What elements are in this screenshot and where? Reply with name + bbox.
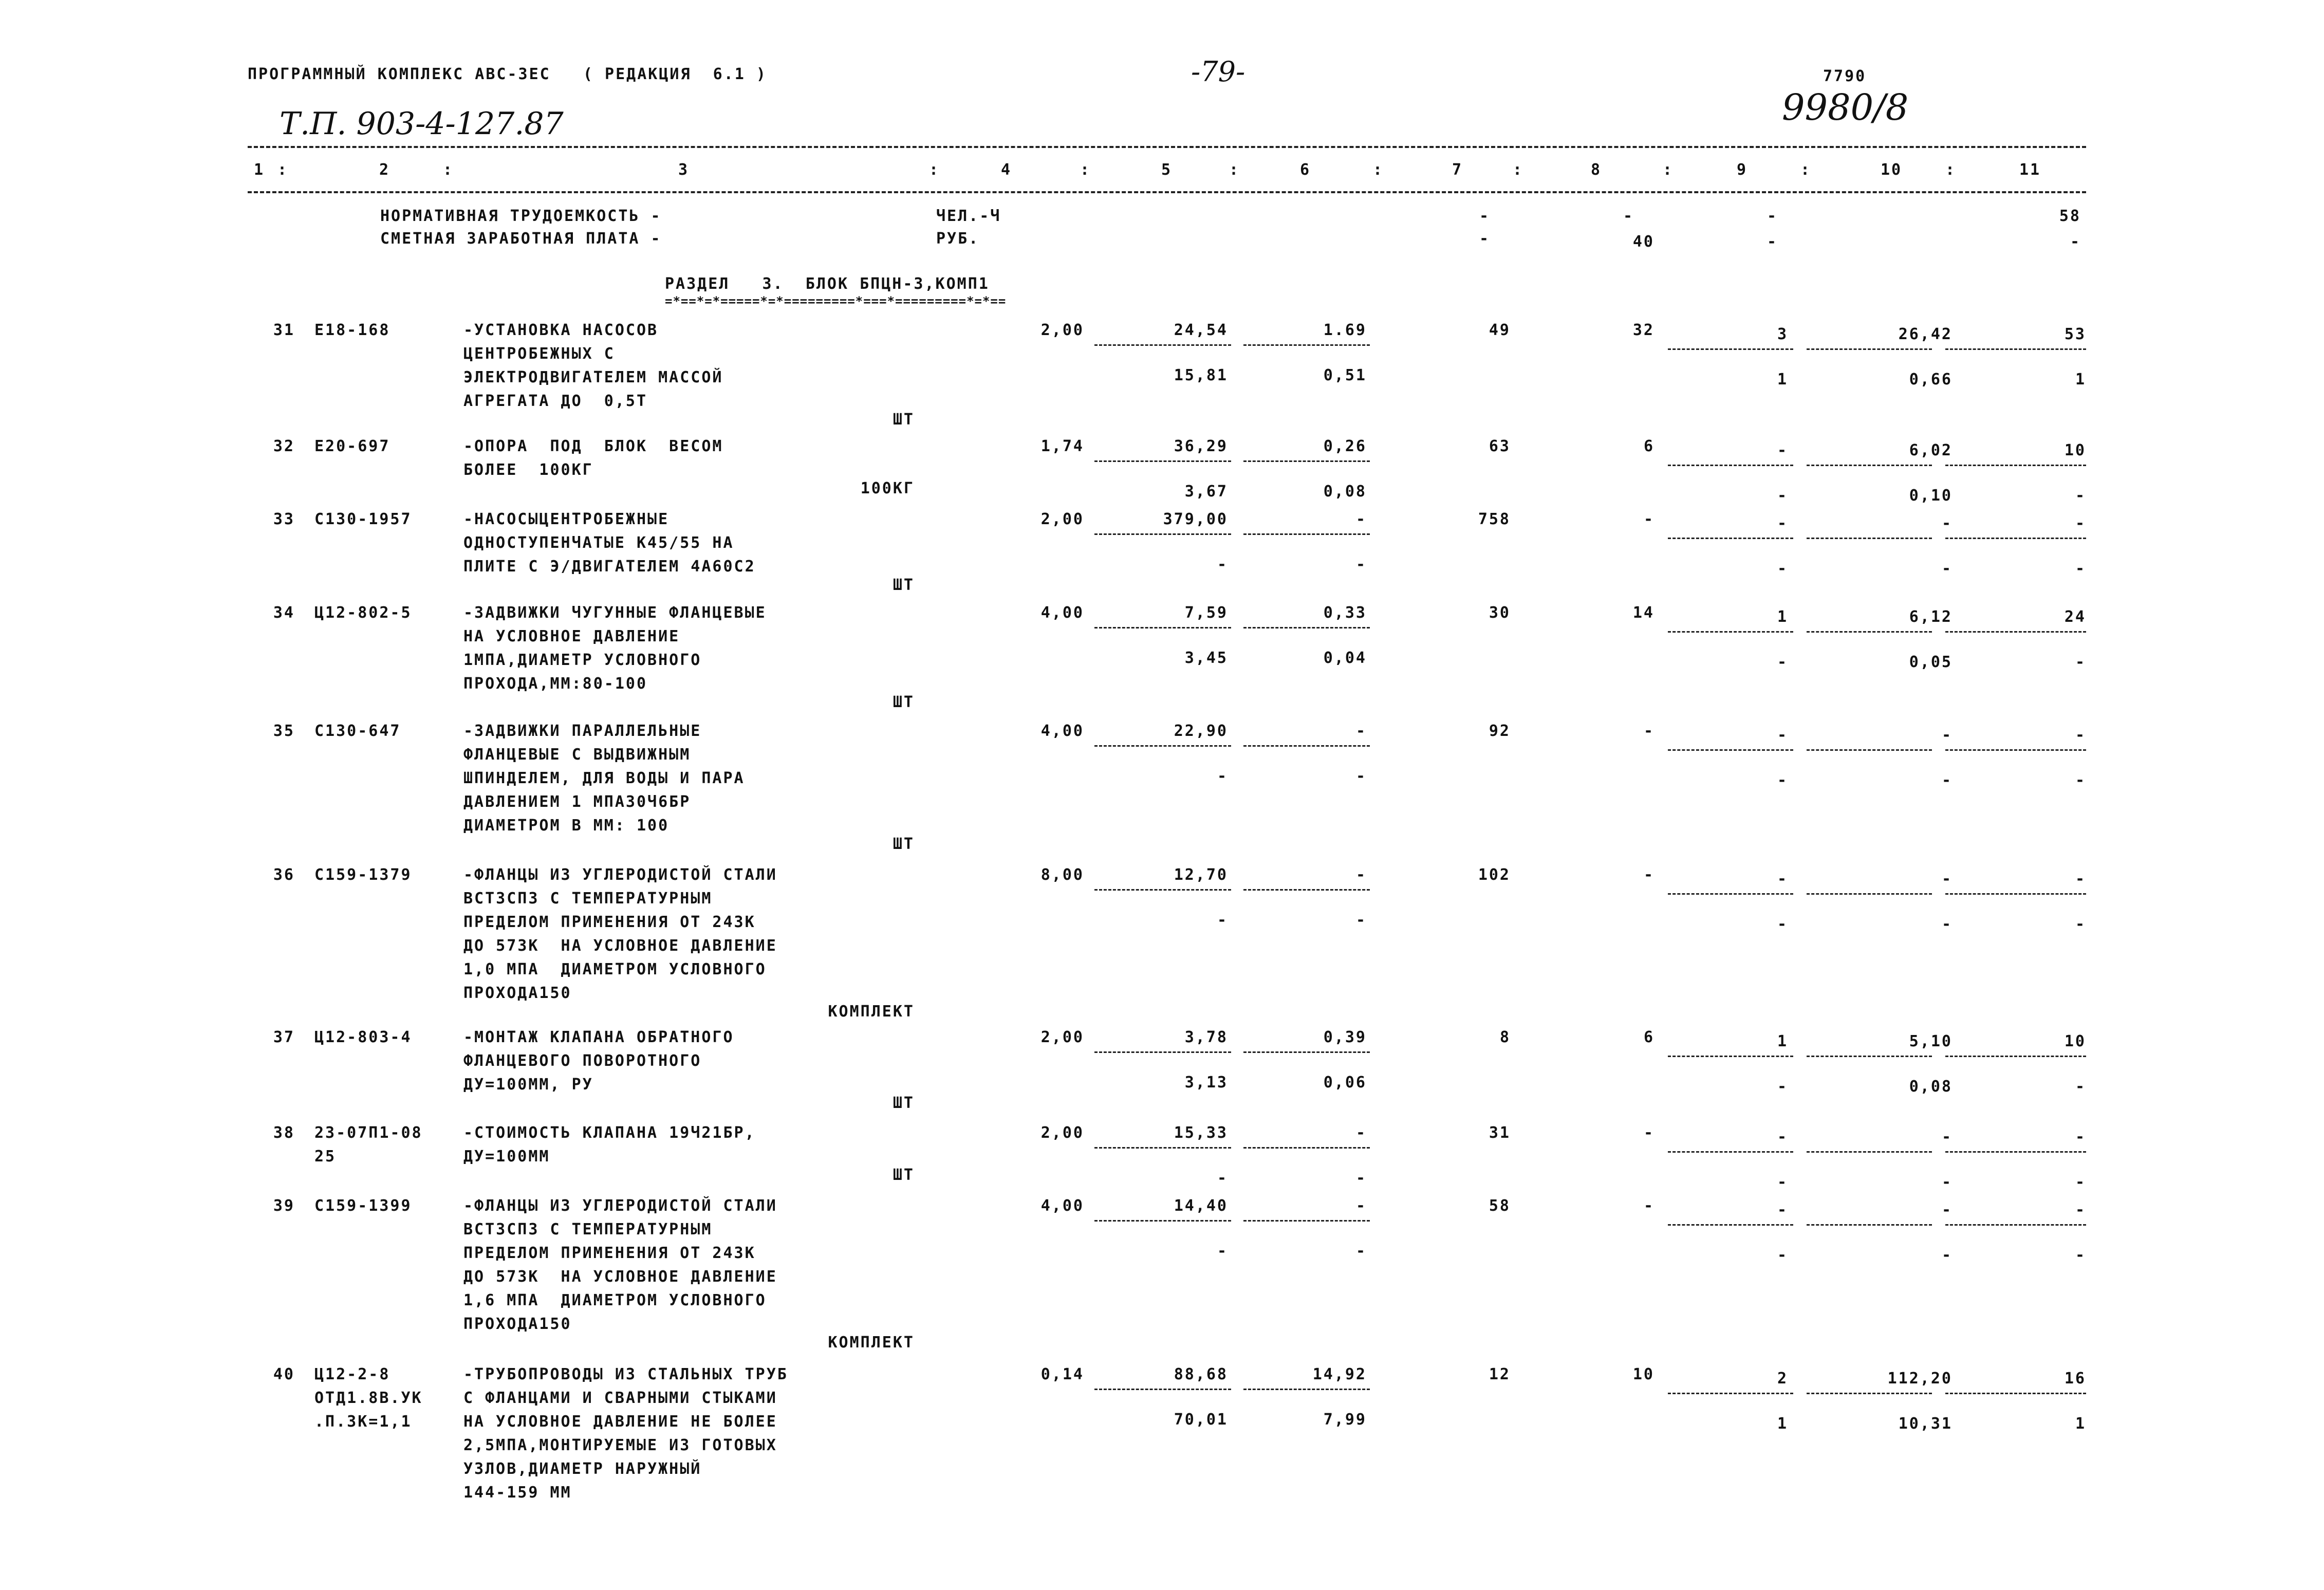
cell-rule	[1668, 1151, 1793, 1153]
cell-rule	[1668, 893, 1793, 895]
row-number: 31	[273, 321, 295, 339]
row-quantity: 8,00	[1040, 866, 1084, 884]
row-col9: -	[1777, 726, 1788, 744]
row-col6-secondary: 0,51	[1323, 366, 1367, 384]
column-separator: :	[929, 161, 940, 179]
row-col5: 15,33	[1174, 1124, 1228, 1142]
cell-rule	[1094, 344, 1231, 346]
section-title: РАЗДЕЛ 3. БЛОК БПЦН-3,КОМП1	[665, 275, 990, 293]
row-col9-secondary: 1	[1777, 1415, 1788, 1433]
row-col6: -	[1355, 722, 1367, 740]
cell-rule	[1243, 1147, 1370, 1149]
column-separator: :	[1800, 161, 1812, 179]
row-unit: ШТ	[893, 411, 915, 429]
page-number: -79-	[1191, 56, 1245, 88]
row-quantity: 2,00	[1040, 1124, 1084, 1142]
row-col10: 5,10	[1909, 1032, 1953, 1050]
row-col11-secondary: 1	[2075, 1415, 2086, 1433]
row-description: ПРОХОДА150	[463, 1315, 572, 1333]
cell-rule	[1807, 465, 1932, 466]
row-col10-secondary: -	[1941, 1246, 1953, 1264]
row-description: УЗЛОВ,ДИАМЕТР НАРУЖНЫЙ	[463, 1460, 702, 1478]
row-col8: 6	[1643, 437, 1654, 455]
row-col5-secondary: -	[1217, 911, 1228, 929]
row-col8: -	[1643, 866, 1654, 884]
row-col6: 0,33	[1323, 604, 1367, 622]
cell-rule	[1945, 538, 2086, 539]
cell-rule	[1094, 533, 1231, 535]
row-col9: -	[1777, 870, 1788, 888]
row-col5: 88,68	[1174, 1365, 1228, 1383]
row-col5: 379,00	[1163, 510, 1228, 528]
row-unit: КОМПЛЕКТ	[828, 1334, 915, 1352]
row-col5-secondary: 3,45	[1184, 649, 1228, 667]
row-col5: 24,54	[1174, 321, 1228, 339]
row-description: -НАСОСЫЦЕНТРОБЕЖНЫЕ	[463, 510, 670, 528]
cell-rule	[1945, 893, 2086, 895]
row-number: 39	[273, 1197, 295, 1215]
row-description: ВСТ3СП3 С ТЕМПЕРАТУРНЫМ	[463, 1221, 713, 1238]
cell-rule	[1094, 1051, 1231, 1053]
row-col7: 8	[1499, 1028, 1511, 1046]
cell-rule	[1668, 749, 1793, 751]
cell-rule	[1243, 1220, 1370, 1222]
row-col11-secondary: -	[2075, 1246, 2086, 1264]
cell-rule	[1668, 631, 1793, 633]
row-code: .П.3К=1,1	[314, 1413, 412, 1431]
row-description: -ЗАДВИЖКИ ЧУГУННЫЕ ФЛАНЦЕВЫЕ	[463, 604, 767, 622]
row-unit: ШТ	[893, 835, 915, 853]
row-col10: -	[1941, 1128, 1953, 1146]
row-quantity: 0,14	[1040, 1365, 1084, 1383]
cell-rule	[1807, 1393, 1932, 1394]
row-description: ШПИНДЕЛЕМ, ДЛЯ ВОДЫ И ПАРА	[463, 769, 745, 787]
row-description: -ТРУБОПРОВОДЫ ИЗ СТАЛЬНЫХ ТРУБ	[463, 1365, 788, 1383]
header-rule	[248, 191, 2086, 193]
row-col10-secondary: 0,10	[1909, 487, 1953, 505]
row-code: Ц12-802-5	[314, 604, 412, 622]
row-code: С159-1399	[314, 1197, 412, 1215]
cell-rule	[1807, 538, 1932, 539]
cell-rule	[1668, 1224, 1793, 1226]
row-col11: 10	[2064, 441, 2086, 459]
row-description: ДО 573К НА УСЛОВНОЕ ДАВЛЕНИЕ	[463, 937, 777, 955]
cell-rule	[1243, 344, 1370, 346]
row-col8: -	[1643, 1197, 1654, 1215]
cell-rule	[1807, 893, 1932, 895]
cell-rule	[1945, 1224, 2086, 1226]
row-col9-secondary: -	[1777, 1078, 1788, 1096]
row-col8: -	[1643, 1124, 1654, 1142]
column-header-4: 4	[1001, 161, 1012, 179]
row-unit: ШТ	[893, 1166, 915, 1184]
section-underline: =*==*=*=====*=*=========*===*=========*=*==	[665, 294, 1007, 308]
cell-rule	[1243, 627, 1370, 628]
row-col9: -	[1777, 514, 1788, 532]
row-description: 1МПА,ДИАМЕТР УСЛОВНОГО	[463, 651, 702, 669]
row-col6-secondary: -	[1355, 767, 1367, 785]
row-col7: 63	[1489, 437, 1511, 455]
row-number: 35	[273, 722, 295, 740]
row-col6-secondary: 0,06	[1323, 1074, 1367, 1092]
row-col9: 2	[1777, 1370, 1788, 1388]
row-col7: 758	[1478, 510, 1511, 528]
row-col11: 10	[2064, 1032, 2086, 1050]
column-header-6: 6	[1300, 161, 1311, 179]
row-col6-secondary: 0,04	[1323, 649, 1367, 667]
row-col5-secondary: 15,81	[1174, 366, 1228, 384]
row-description: -ФЛАНЦЫ ИЗ УГЛЕРОДИСТОЙ СТАЛИ	[463, 1197, 777, 1215]
labor-label: НОРМАТИВНАЯ ТРУДОЕМКОСТЬ -	[380, 207, 662, 225]
cell-rule	[1945, 465, 2086, 466]
row-description: ПРЕДЕЛОМ ПРИМЕНЕНИЯ ОТ 243К	[463, 913, 756, 931]
row-col11-secondary: -	[2075, 915, 2086, 933]
row-col5: 22,90	[1174, 722, 1228, 740]
row-number: 34	[273, 604, 295, 622]
row-col8: 6	[1643, 1028, 1654, 1046]
row-description: НА УСЛОВНОЕ ДАВЛЕНИЕ	[463, 627, 680, 645]
cell-rule	[1243, 460, 1370, 462]
labor-unit: ЧЕЛ.-Ч	[936, 207, 1001, 225]
row-col5: 3,78	[1184, 1028, 1228, 1046]
row-col10: -	[1941, 870, 1953, 888]
row-description: -СТОИМОСТЬ КЛАПАНА 19Ч21БР,	[463, 1124, 756, 1142]
row-description: ДУ=100ММ	[463, 1148, 550, 1166]
cell-rule	[1094, 745, 1231, 747]
salary-c7: -	[1479, 230, 1490, 248]
row-description: АГРЕГАТА ДО 0,5Т	[463, 392, 648, 410]
row-col7: 31	[1489, 1124, 1511, 1142]
row-description: ПРЕДЕЛОМ ПРИМЕНЕНИЯ ОТ 243К	[463, 1244, 756, 1262]
row-col9: 1	[1777, 608, 1788, 626]
row-unit: ШТ	[893, 1094, 915, 1112]
column-separator: :	[1080, 161, 1091, 179]
column-header-10: 10	[1881, 161, 1903, 179]
row-col6: 1.69	[1323, 321, 1367, 339]
row-col6-secondary: -	[1355, 1169, 1367, 1187]
row-col11: 53	[2064, 325, 2086, 343]
cell-rule	[1668, 1056, 1793, 1057]
cell-rule	[1807, 1224, 1932, 1226]
cell-rule	[1945, 631, 2086, 633]
cell-rule	[1807, 631, 1932, 633]
row-unit: ШТ	[893, 576, 915, 594]
cell-rule	[1807, 749, 1932, 751]
row-code: Е18-168	[314, 321, 391, 339]
tp-number: Т.П. 903-4-127.87	[280, 106, 564, 142]
row-col8: 10	[1632, 1365, 1654, 1383]
row-col9-secondary: -	[1777, 1173, 1788, 1191]
cell-rule	[1945, 1151, 2086, 1153]
row-col5-secondary: -	[1217, 1169, 1228, 1187]
row-description: ПРОХОДА150	[463, 984, 572, 1002]
row-col11-secondary: -	[2075, 1173, 2086, 1191]
row-col9: 3	[1777, 325, 1788, 343]
cell-rule	[1807, 1056, 1932, 1057]
salary-label: СМЕТНАЯ ЗАРАБОТНАЯ ПЛАТА -	[380, 230, 662, 248]
row-description: ОДНОСТУПЕНЧАТЫЕ К45/55 НА	[463, 534, 734, 552]
cell-rule	[1807, 348, 1932, 350]
row-description: -ФЛАНЦЫ ИЗ УГЛЕРОДИСТОЙ СТАЛИ	[463, 866, 777, 884]
row-col6-secondary: 7,99	[1323, 1411, 1367, 1429]
row-col11: -	[2075, 1128, 2086, 1146]
salary-c9: -	[1767, 233, 1778, 251]
row-description: ДУ=100ММ, РУ	[463, 1076, 593, 1094]
salary-unit: РУБ.	[936, 230, 980, 248]
row-col11: -	[2075, 514, 2086, 532]
row-number: 36	[273, 866, 295, 884]
row-col7: 30	[1489, 604, 1511, 622]
row-col9: -	[1777, 1201, 1788, 1219]
cell-rule	[1243, 1389, 1370, 1390]
row-col6: 0,39	[1323, 1028, 1367, 1046]
row-description: ФЛАНЦЕВЫЕ С ВЫДВИЖНЫМ	[463, 746, 691, 764]
cell-rule	[1668, 1393, 1793, 1394]
row-col6-secondary: 0,08	[1323, 483, 1367, 501]
column-header-3: 3	[678, 161, 690, 179]
row-col6: -	[1355, 1197, 1367, 1215]
row-col7: 49	[1489, 321, 1511, 339]
row-col9-secondary: -	[1777, 487, 1788, 505]
row-description: -ОПОРА ПОД БЛОК ВЕСОМ	[463, 437, 723, 455]
row-col6: 0,26	[1323, 437, 1367, 455]
labor-c7: -	[1479, 207, 1490, 225]
row-code: Ц12-803-4	[314, 1028, 412, 1046]
row-quantity: 4,00	[1040, 722, 1084, 740]
cell-rule	[1094, 1220, 1231, 1222]
row-code: Ц12-2-8	[314, 1365, 391, 1383]
row-col8: -	[1643, 510, 1654, 528]
column-separator: :	[1373, 161, 1384, 179]
column-header-1: 1	[254, 161, 265, 179]
cell-rule	[1668, 465, 1793, 466]
row-code: С130-1957	[314, 510, 412, 528]
row-description: ДО 573К НА УСЛОВНОЕ ДАВЛЕНИЕ	[463, 1268, 777, 1286]
row-code: 23-07П1-08	[314, 1124, 423, 1142]
labor-c8: -	[1623, 207, 1634, 225]
salary-c8: 40	[1632, 233, 1654, 251]
row-quantity: 2,00	[1040, 321, 1084, 339]
row-col9-secondary: -	[1777, 653, 1788, 671]
row-col9-secondary: -	[1777, 1246, 1788, 1264]
column-header-7: 7	[1452, 161, 1463, 179]
row-col11-secondary: 1	[2075, 371, 2086, 389]
row-col6: -	[1355, 510, 1367, 528]
labor-c11: 58	[2059, 207, 2081, 225]
row-col11: -	[2075, 726, 2086, 744]
row-col6-secondary: -	[1355, 556, 1367, 574]
cell-rule	[1094, 1147, 1231, 1149]
column-separator: :	[277, 161, 289, 179]
row-col10: 6,12	[1909, 608, 1953, 626]
row-description: 1,0 МПА ДИАМЕТРОМ УСЛОВНОГО	[463, 960, 767, 978]
row-description: ПРОХОДА,ММ:80-100	[463, 675, 648, 693]
row-col10: -	[1941, 1201, 1953, 1219]
row-unit: КОМПЛЕКТ	[828, 1003, 915, 1021]
row-description: ЭЛЕКТРОДВИГАТЕЛЕМ МАССОЙ	[463, 368, 723, 386]
row-col8: 32	[1632, 321, 1654, 339]
row-description: 1,6 МПА ДИАМЕТРОМ УСЛОВНОГО	[463, 1291, 767, 1309]
row-col11: -	[2075, 1201, 2086, 1219]
row-col5-secondary: 70,01	[1174, 1411, 1228, 1429]
row-number: 37	[273, 1028, 295, 1046]
row-description: ФЛАНЦЕВОГО ПОВОРОТНОГО	[463, 1052, 702, 1070]
row-unit: ШТ	[893, 693, 915, 711]
column-header-2: 2	[379, 161, 391, 179]
row-col5-secondary: -	[1217, 767, 1228, 785]
column-separator: :	[1513, 161, 1524, 179]
row-code: 25	[314, 1148, 337, 1166]
code-top: 7790	[1823, 67, 1867, 85]
cell-rule	[1807, 1151, 1932, 1153]
row-col9-secondary: -	[1777, 560, 1788, 578]
column-separator: :	[1663, 161, 1674, 179]
row-description: 144-159 ММ	[463, 1484, 572, 1502]
column-header-11: 11	[2019, 161, 2041, 179]
cell-rule	[1668, 538, 1793, 539]
row-col9-secondary: -	[1777, 771, 1788, 789]
row-col5: 12,70	[1174, 866, 1228, 884]
row-number: 40	[273, 1365, 295, 1383]
row-col9-secondary: -	[1777, 915, 1788, 933]
row-description: С ФЛАНЦАМИ И СВАРНЫМИ СТЫКАМИ	[463, 1389, 777, 1407]
row-col11-secondary: -	[2075, 487, 2086, 505]
column-header-8: 8	[1591, 161, 1602, 179]
row-col10: 6,02	[1909, 441, 1953, 459]
row-description: ПЛИТЕ С Э/ДВИГАТЕЛЕМ 4А60С2	[463, 558, 756, 576]
row-col6: -	[1355, 1124, 1367, 1142]
row-col5-secondary: 3,13	[1184, 1074, 1228, 1092]
row-description: -МОНТАЖ КЛАПАНА ОБРАТНОГО	[463, 1028, 734, 1046]
row-col10: 26,42	[1898, 325, 1953, 343]
doc-number: 9980/8	[1782, 86, 1909, 128]
row-col9: -	[1777, 441, 1788, 459]
row-col10: 112,20	[1887, 1370, 1953, 1388]
row-quantity: 4,00	[1040, 1197, 1084, 1215]
row-col6: -	[1355, 866, 1367, 884]
row-col8: -	[1643, 722, 1654, 740]
row-col11-secondary: -	[2075, 653, 2086, 671]
row-description: БОЛЕЕ 100КГ	[463, 461, 593, 479]
row-col9: 1	[1777, 1032, 1788, 1050]
row-col7: 58	[1489, 1197, 1511, 1215]
row-col10: -	[1941, 726, 1953, 744]
row-col7: 12	[1489, 1365, 1511, 1383]
row-col5-secondary: 3,67	[1184, 483, 1228, 501]
row-col10-secondary: -	[1941, 560, 1953, 578]
cell-rule	[1243, 745, 1370, 747]
row-col8: 14	[1632, 604, 1654, 622]
cell-rule	[1094, 460, 1231, 462]
row-description: ЦЕНТРОБЕЖНЫХ С	[463, 345, 615, 363]
row-description: -УСТАНОВКА НАСОСОВ	[463, 321, 659, 339]
row-code: Е20-697	[314, 437, 391, 455]
row-col10-secondary: -	[1941, 771, 1953, 789]
cell-rule	[1243, 1051, 1370, 1053]
row-description: ДАВЛЕНИЕМ 1 МПА30Ч6БР	[463, 793, 691, 811]
row-col11: -	[2075, 870, 2086, 888]
column-separator: :	[1229, 161, 1240, 179]
cell-rule	[1945, 348, 2086, 350]
row-col9-secondary: 1	[1777, 371, 1788, 389]
cell-rule	[1668, 348, 1793, 350]
row-quantity: 1,74	[1040, 437, 1084, 455]
row-number: 38	[273, 1124, 295, 1142]
row-col10-secondary: 0,08	[1909, 1078, 1953, 1096]
row-col6-secondary: -	[1355, 911, 1367, 929]
program-header: ПРОГРАММНЫЙ КОМПЛЕКС АВС-3ЕС ( РЕДАКЦИЯ 6.1 )	[248, 65, 767, 83]
column-separator: :	[443, 161, 454, 179]
row-description: -ЗАДВИЖКИ ПАРАЛЛЕЛЬНЫЕ	[463, 722, 702, 740]
cell-rule	[1945, 749, 2086, 751]
row-col5-secondary: -	[1217, 1242, 1228, 1260]
cell-rule	[1945, 1393, 2086, 1394]
row-quantity: 2,00	[1040, 1028, 1084, 1046]
row-col7: 92	[1489, 722, 1511, 740]
row-col10-secondary: 0,05	[1909, 653, 1953, 671]
row-number: 32	[273, 437, 295, 455]
cell-rule	[1094, 889, 1231, 891]
top-rule	[248, 146, 2086, 148]
row-description: 2,5МПА,МОНТИРУЕМЫЕ ИЗ ГОТОВЫХ	[463, 1436, 777, 1454]
row-col11: 24	[2064, 608, 2086, 626]
row-col6: 14,92	[1312, 1365, 1367, 1383]
row-description: НА УСЛОВНОЕ ДАВЛЕНИЕ НЕ БОЛЕЕ	[463, 1413, 777, 1431]
row-col5: 14,40	[1174, 1197, 1228, 1215]
row-col5: 36,29	[1174, 437, 1228, 455]
salary-c11: -	[2070, 233, 2081, 251]
row-col7: 102	[1478, 866, 1511, 884]
row-col10-secondary: 10,31	[1898, 1415, 1953, 1433]
cell-rule	[1945, 1056, 2086, 1057]
cell-rule	[1243, 889, 1370, 891]
row-description: ДИАМЕТРОМ В ММ: 100	[463, 817, 670, 835]
row-quantity: 4,00	[1040, 604, 1084, 622]
column-separator: :	[1945, 161, 1957, 179]
labor-c9: -	[1767, 207, 1778, 225]
row-description: ВСТ3СП3 С ТЕМПЕРАТУРНЫМ	[463, 890, 713, 908]
row-col5: 7,59	[1184, 604, 1228, 622]
row-col11-secondary: -	[2075, 771, 2086, 789]
row-col9: -	[1777, 1128, 1788, 1146]
row-code: С130-647	[314, 722, 401, 740]
row-unit: 100КГ	[860, 479, 915, 497]
cell-rule	[1094, 627, 1231, 628]
row-col10-secondary: -	[1941, 915, 1953, 933]
row-code: ОТД1.8В.УК	[314, 1389, 423, 1407]
column-header-9: 9	[1737, 161, 1748, 179]
row-quantity: 2,00	[1040, 510, 1084, 528]
cell-rule	[1243, 533, 1370, 535]
row-code: С159-1379	[314, 866, 412, 884]
row-col10: -	[1941, 514, 1953, 532]
column-header-5: 5	[1161, 161, 1173, 179]
row-col5-secondary: -	[1217, 556, 1228, 574]
row-col10-secondary: 0,66	[1909, 371, 1953, 389]
row-col11: 16	[2064, 1370, 2086, 1388]
row-number: 33	[273, 510, 295, 528]
row-col6-secondary: -	[1355, 1242, 1367, 1260]
cell-rule	[1094, 1389, 1231, 1390]
row-col10-secondary: -	[1941, 1173, 1953, 1191]
row-col11-secondary: -	[2075, 1078, 2086, 1096]
row-col11-secondary: -	[2075, 560, 2086, 578]
